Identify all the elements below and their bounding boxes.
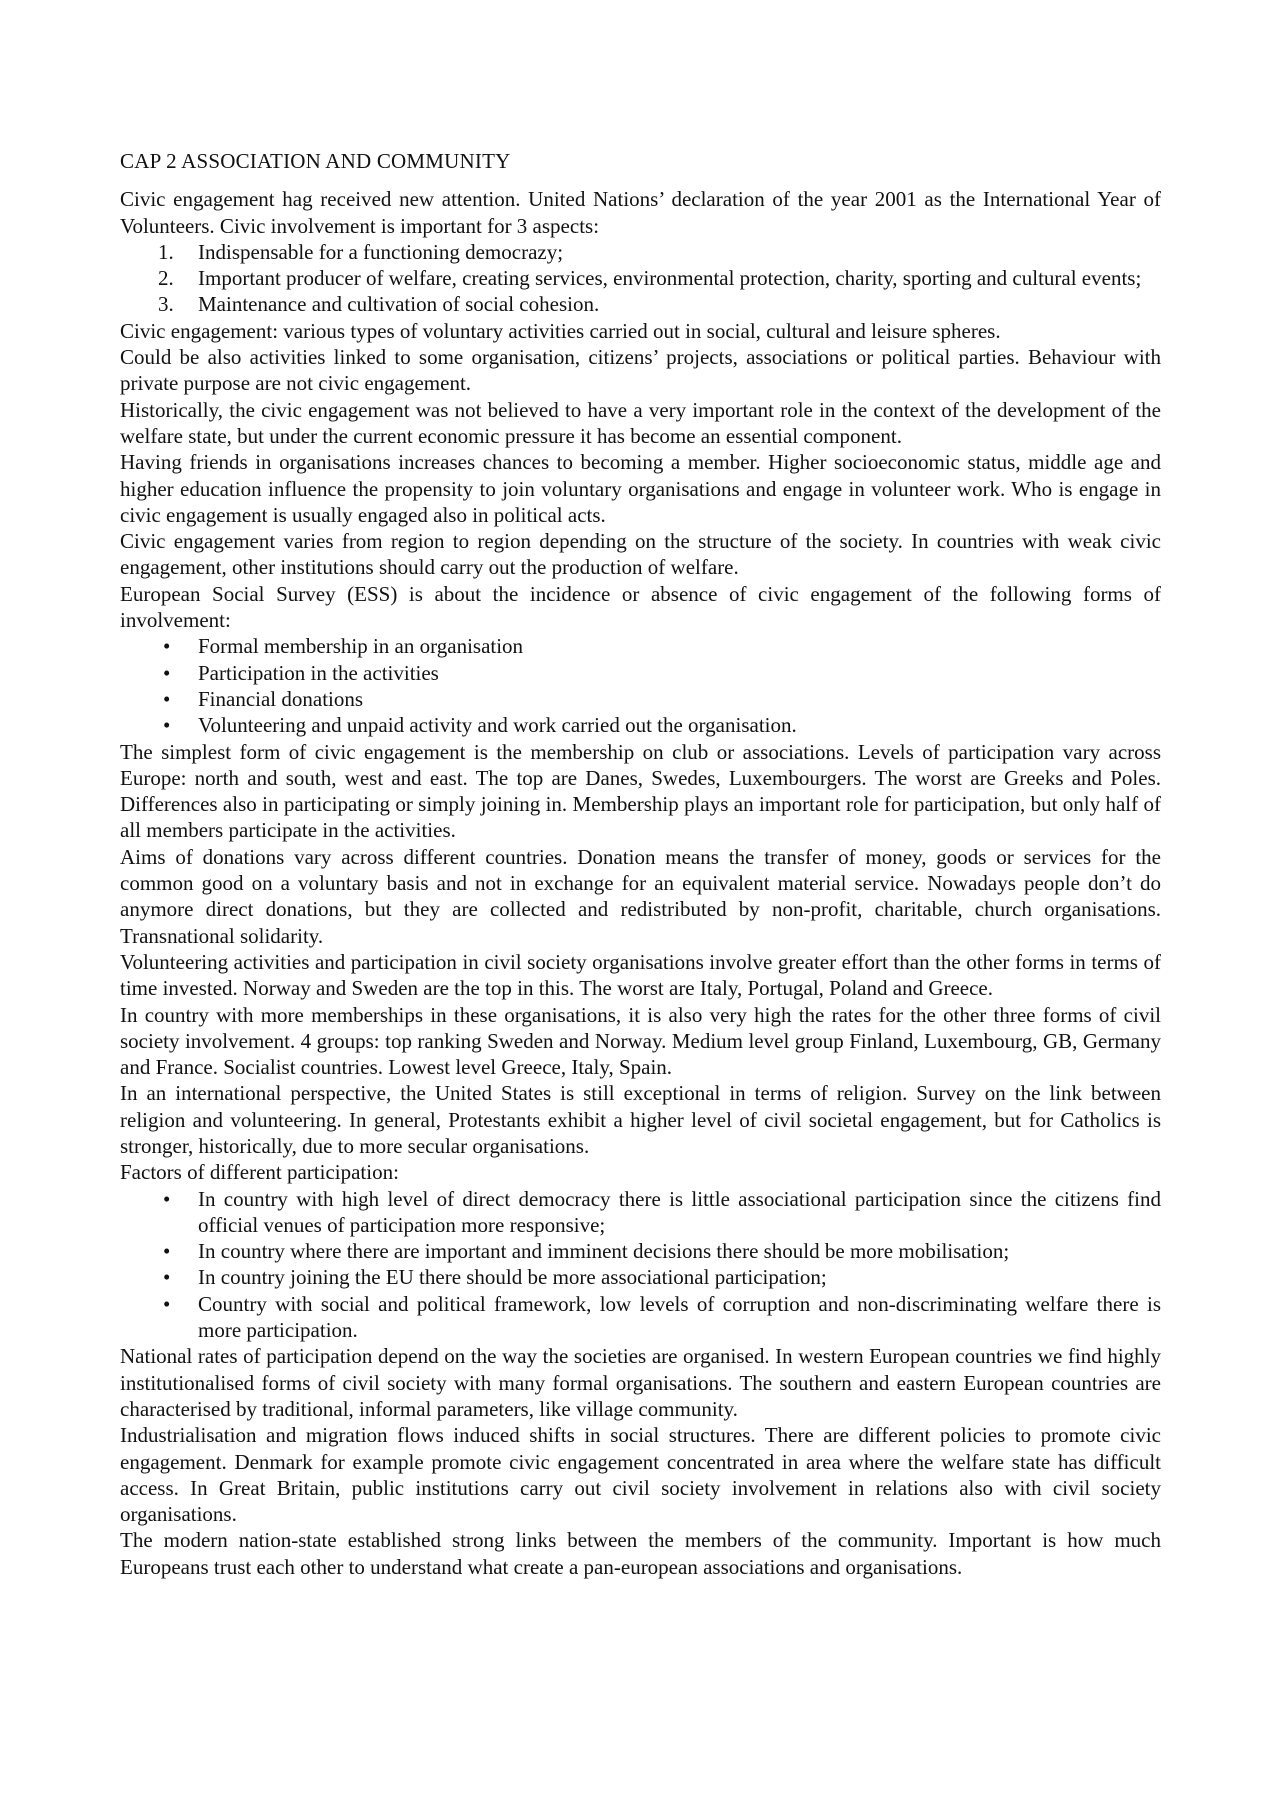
list-item <box>120 291 1161 317</box>
list-item-text: Maintenance and cultivation of social cohesion. <box>198 292 600 317</box>
paragraph: European Social Survey (ESS) is about the incidence or absence of civic engagement of the following forms of involvement: <box>120 581 1161 633</box>
bullet-icon: • <box>163 1265 171 1290</box>
paragraph: Factors of different participation: <box>120 1160 399 1185</box>
list-item <box>120 712 1161 738</box>
list-number: 1. <box>158 239 174 264</box>
bullet-icon: • <box>163 660 171 685</box>
list-item-text: Formal membership in an organisation <box>198 634 524 659</box>
list-item-text: Country with social and political framework, low levels of corruption and non-discriminating welfare there is more participation. <box>198 1291 1161 1343</box>
page-title: CAP 2 ASSOCIATION AND COMMUNITY <box>120 149 511 173</box>
bullet-icon: • <box>163 713 171 738</box>
list-item <box>120 265 1161 291</box>
paragraph: Volunteering activities and participation in civil society organisations involve greater effort than the other forms in terms of time invested. Norway and Sweden are the top in this. The worst are Italy, Portugal, Poland and Greece. <box>120 949 1161 1001</box>
intro-paragraph: Civic engagement hag received new attention. United Nations’ declaration of the year 2001 as the International Year of Volunteers. Civic involvement is important for 3 aspects: <box>120 187 1161 238</box>
paragraph: The simplest form of civic engagement is the membership on club or associations. Levels of participation vary across Europe: north and south, west and east. The top are Danes, Swedes, Luxembourgers. The worst are Greeks and Poles. Differences also in participating or simply joining in. Membership plays an important role for participation, but only half of all members participate in the activities. <box>120 739 1161 843</box>
list-item <box>120 1291 1161 1344</box>
bullet-icon: • <box>163 634 171 659</box>
list-number: 3. <box>158 292 174 317</box>
list-item <box>120 1186 1161 1239</box>
paragraph: Civic engagement varies from region to region depending on the structure of the society. In countries with weak civic engagement, other institutions should carry out the production of welfare. <box>120 529 1161 580</box>
list-item-text: Participation in the activities <box>198 660 439 685</box>
factors-list <box>120 1186 1161 1344</box>
bullet-icon: • <box>163 1239 171 1264</box>
paragraph: Could be also activities linked to some organisation, citizens’ projects, associations or political parties. Behaviour with private purpose are not civic engagement. <box>120 345 1161 396</box>
list-item-text: Financial donations <box>198 686 364 711</box>
list-item-text: Indispensable for a functioning democrazy; <box>198 239 564 264</box>
list-item-text: Important producer of welfare, creating services, environmental protection, charity, sporting and cultural events; <box>198 266 1142 291</box>
bullet-icon: • <box>163 686 171 711</box>
list-item-text: Volunteering and unpaid activity and work carried out the organisation. <box>198 713 797 738</box>
list-item <box>120 660 1161 686</box>
list-item <box>120 686 1161 712</box>
list-item-text: In country joining the EU there should be more associational participation; <box>198 1265 827 1290</box>
list-item <box>120 633 1161 659</box>
paragraph: Having friends in organisations increases chances to becoming a member. Higher socioeconomic status, middle age and higher education influence the propensity to join voluntary organisations and engage in volunteer work. Who is engage in civic engagement is usually engaged also in political acts. <box>120 450 1161 527</box>
paragraph: Industrialisation and migration flows induced shifts in social structures. There are different policies to promote civic engagement. Denmark for example promote civic engagement concentrated in area where the welfare state has difficult access. In Great Britain, public institutions carry out civil society involvement in relations also with civil society organisations. <box>120 1423 1161 1527</box>
paragraph: Civic engagement: various types of voluntary activities carried out in social, cultural and leisure spheres. <box>120 318 1001 343</box>
list-number: 2. <box>158 266 174 291</box>
aspects-list <box>120 239 1161 318</box>
paragraph: Historically, the civic engagement was not believed to have a very important role in the context of the development of the welfare state, but under the current economic pressure it has become an essential component. <box>120 397 1161 448</box>
paragraph: National rates of participation depend on the way the societies are organised. In western European countries we find highly institutionalised forms of civil society with many formal organisations. The southern and eastern European countries are characterised by traditional, informal parameters, like village community. <box>120 1344 1161 1421</box>
paragraph: Aims of donations vary across different countries. Donation means the transfer of money, goods or services for the common good on a voluntary basis and not in exchange for an equivalent material service. Nowadays people don’t do anymore direct donations, but they are collected and redistributed by non-profit, charitable, church organisations. Transnational solidarity. <box>120 844 1161 948</box>
document-page <box>120 148 1161 1580</box>
paragraph: In an international perspective, the United States is still exceptional in terms of religion. Survey on the link between religion and volunteering. In general, Protestants exhibit a higher level of civil societal engagement, but for Catholics is stronger, historically, due to more secular organisations. <box>120 1081 1161 1158</box>
list-item <box>120 1238 1161 1264</box>
bullet-icon: • <box>163 1186 171 1211</box>
paragraph: In country with more memberships in these organisations, it is also very high the rates for the other three forms of civil society involvement. 4 groups: top ranking Sweden and Norway. Medium level group Finland, Luxembourg, GB, Germany and France. Socialist countries. Lowest level Greece, Italy, Spain. <box>120 1002 1161 1080</box>
list-item-text: In country with high level of direct democracy there is little associational participation since the citizens find official venues of participation more responsive; <box>198 1186 1161 1237</box>
list-item <box>120 239 1161 265</box>
list-item-text: In country where there are important and imminent decisions there should be more mobilisation; <box>198 1239 1010 1264</box>
paragraph: The modern nation-state established strong links between the members of the community. Important is how much Europeans trust each other to understand what create a pan-european associations and organisations. <box>120 1528 1161 1579</box>
forms-list <box>120 633 1161 738</box>
bullet-icon: • <box>163 1291 171 1316</box>
list-item <box>120 1264 1161 1290</box>
